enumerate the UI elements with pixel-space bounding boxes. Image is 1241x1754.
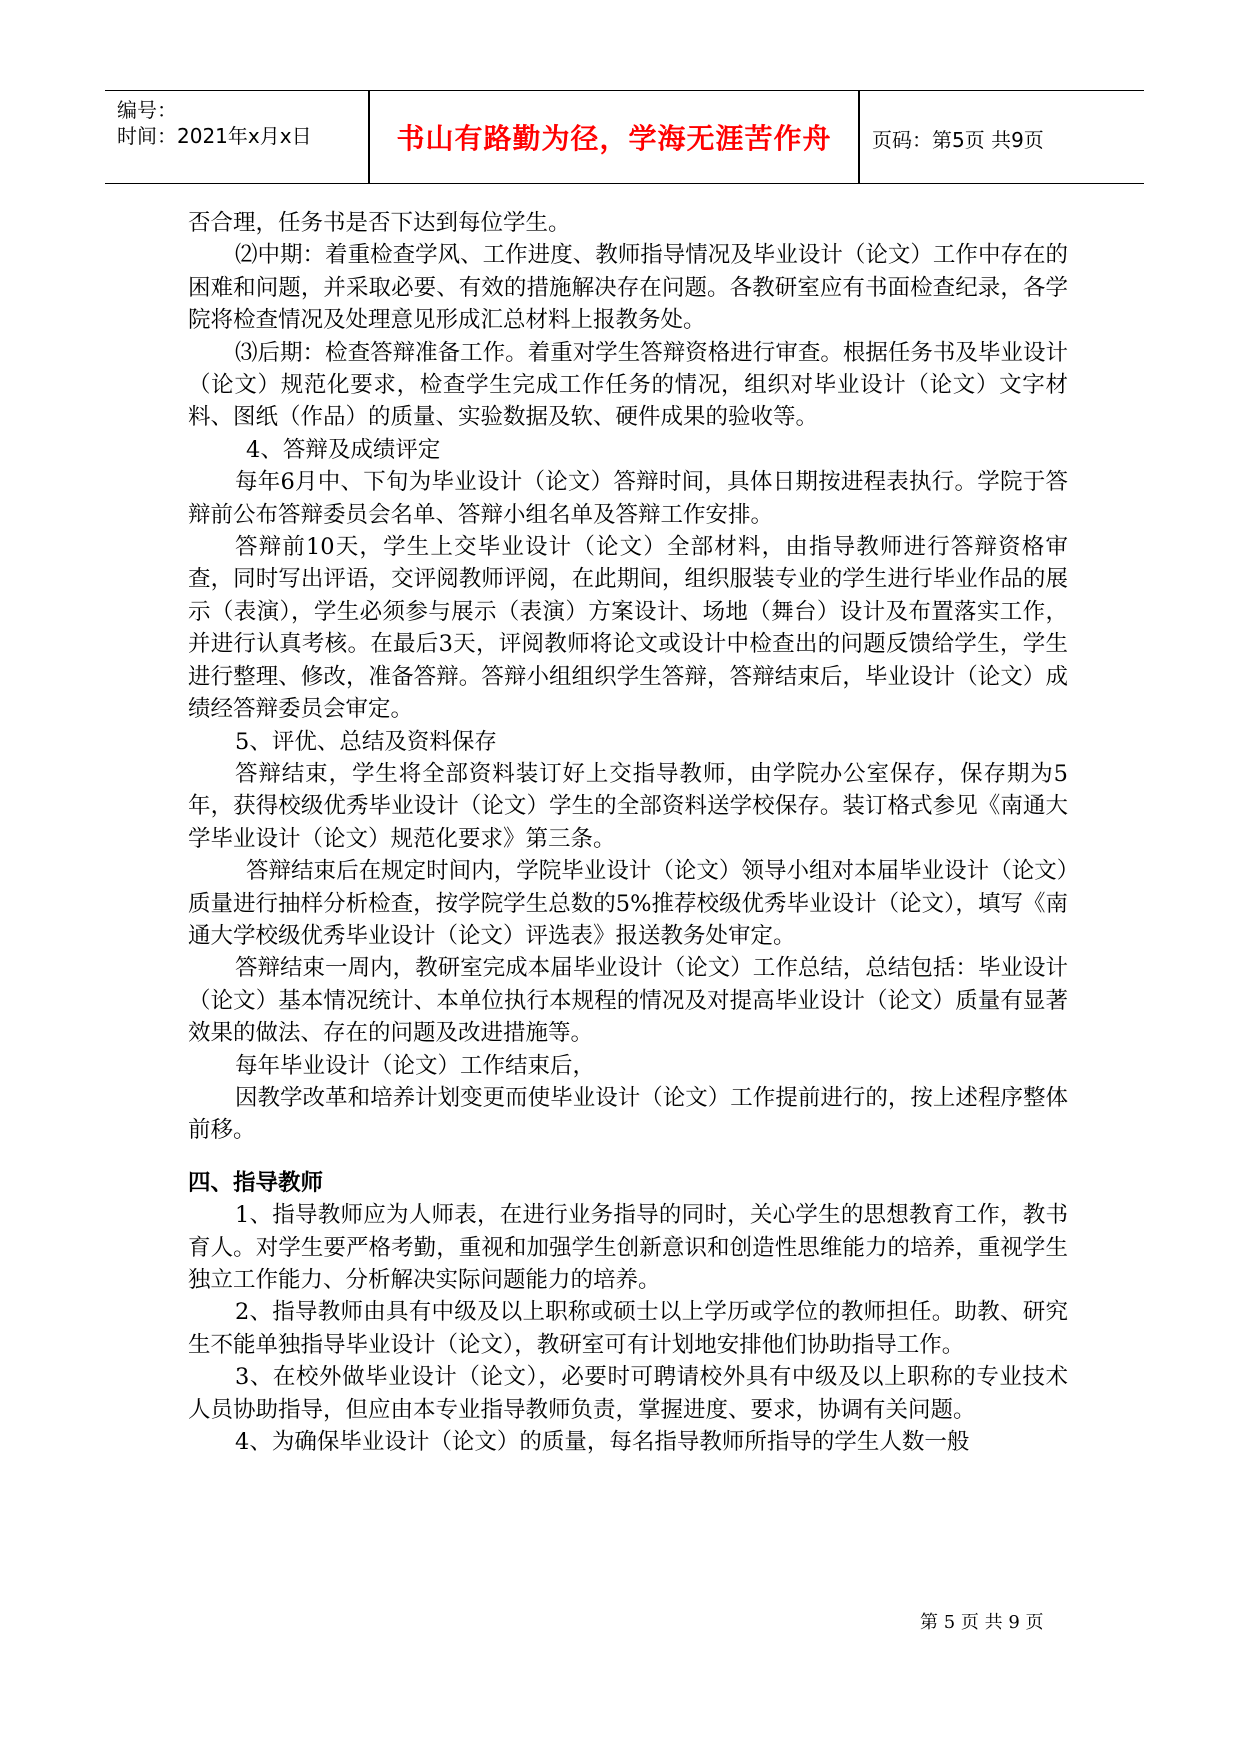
paragraph: 因教学改革和培养计划变更而使毕业设计（论文）工作提前进行的，按上述程序整体前移。 [188, 1084, 1068, 1144]
paragraph: 1、指导教师应为人师表，在进行业务指导的同时，关心学生的思想教育工作，教书育人。对学生要严格考勤，重视和加强学生创新意识和创造性思维能力的培养，重视学生独立工作能力、分析解决实际问题能力的培养。 [188, 1202, 1068, 1293]
paragraph: 每年毕业设计（论文）工作结束后， [235, 1052, 596, 1079]
paragraph: 每年6月中、下旬为毕业设计（论文）答辩时间，具体日期按进程表执行。学院于答辩前公布答辩委员会名单、答辩小组名单及答辩工作安排。 [188, 469, 1068, 528]
paragraph: 答辩前10天，学生上交毕业设计（论文）全部材料，由指导教师进行答辩资格审查，同时写出评语，交评阅教师评阅，在此期间，组织服装专业的学生进行毕业作品的展示（表演），学生必须参与展示（表演）方案设计、场地（舞台）设计及布置落实工作，并进行认真考核。在最后3天，评阅教师将论文或设计中检查出的问题反馈给学生，学生进行整理、修改，准备答辩。答辩小组组织学生答辩，答辩结束后，毕业设计（论文）成绩经答辩委员会审定。 [188, 534, 1068, 723]
section-heading: 四、指导教师 [188, 1169, 324, 1196]
paragraph: 答辩结束一周内，教研室完成本届毕业设计（论文）工作总结，总结包括：毕业设计（论文）基本情况统计、本单位执行本规程的情况及对提高毕业设计（论文）质量有显著效果的做法、存在的问题及改进措施等。 [188, 955, 1068, 1047]
paragraph: 答辩结束后在规定时间内，学院毕业设计（论文）领导小组对本届毕业设计（论文）质量进行抽样分析检查，按学院学生总数的5%推荐校级优秀毕业设计（论文），填写《南通大学校级优秀毕业设计（论文）评选表》报送教务处审定。 [188, 858, 1068, 949]
subsection-heading: 4、答辩及成绩评定 [246, 436, 441, 463]
document-body [188, 207, 1068, 1458]
subsection-heading: 5、评优、总结及资料保存 [235, 728, 497, 755]
paragraph: 3、在校外做毕业设计（论文），必要时可聘请校外具有中级及以上职称的专业技术人员协助指导，但应由本专业指导教师负责，掌握进度、要求，协调有关问题。 [188, 1364, 1068, 1423]
header-divider [858, 91, 860, 183]
paragraph: ⑵中期：着重检查学风、工作进度、教师指导情况及毕业设计（论文）工作中存在的困难和问题，并采取必要、有效的措施解决存在问题。各教研室应有书面检查纪录，各学院将检查情况及处理意见形成汇总材料上报教务处。 [188, 242, 1068, 334]
paragraph: 答辩结束，学生将全部资料装订好上交指导教师，由学院办公室保存，保存期为5年，获得校级优秀毕业设计（论文）学生的全部资料送学校保存。装订格式参见《南通大学毕业设计（论文）规范化要求》第三条。 [188, 760, 1068, 852]
header-page-code: 页码：第5页 共9页 [872, 128, 1044, 152]
paragraph: 否合理，任务书是否下达到每位学生。 [188, 210, 571, 236]
document-header [105, 90, 1144, 184]
page-footer: 第 5 页 共 9 页 [920, 1612, 1044, 1633]
header-motto: 书山有路勤为径，学海无涯苦作舟 [396, 122, 832, 155]
paragraph: 4、为确保毕业设计（论文）的质量，每名指导教师所指导的学生人数一般 [235, 1429, 970, 1456]
number-label: 编号： [117, 98, 177, 122]
paragraph: 2、指导教师由具有中级及以上职称或硕士以上学历或学位的教师担任。助教、研究生不能单独指导毕业设计（论文），教研室可有计划地安排他们协助指导工作。 [188, 1299, 1068, 1358]
paragraph: ⑶后期：检查答辩准备工作。着重对学生答辩资格进行审查。根据任务书及毕业设计（论文）规范化要求，检查学生完成工作任务的情况，组织对毕业设计（论文）文字材料、图纸（作品）的质量、实验数据及软、硬件成果的验收等。 [188, 339, 1068, 431]
header-meta [117, 91, 367, 183]
time-label: 时间：2021年x月x日 [117, 124, 312, 148]
